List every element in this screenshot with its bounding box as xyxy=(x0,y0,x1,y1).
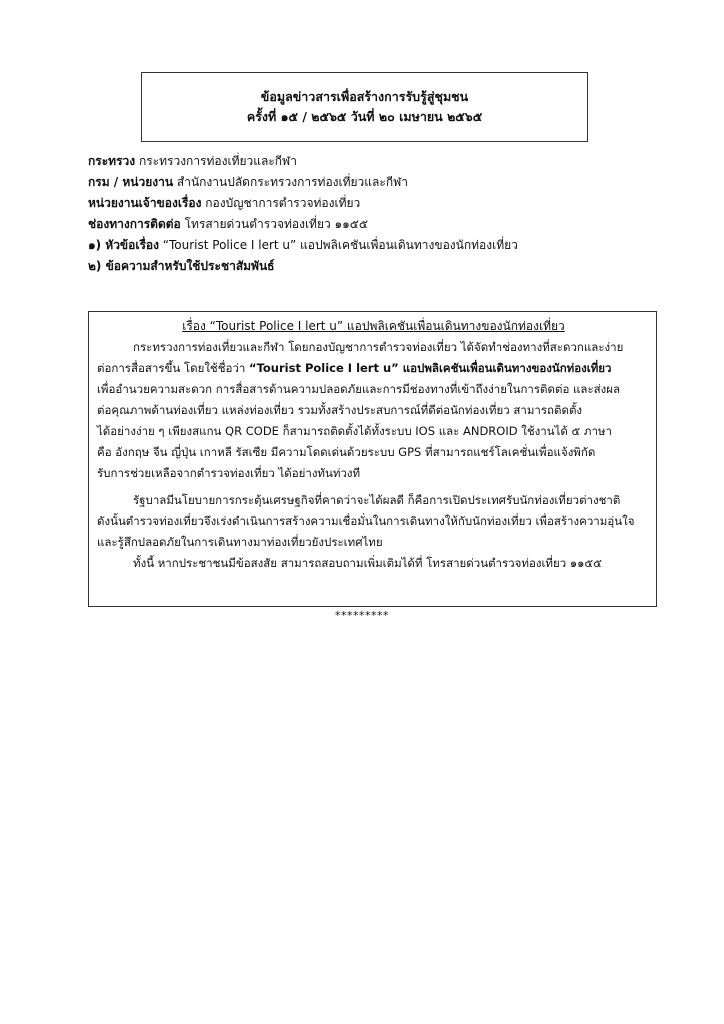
paragraph-text: ต่อการสื่อสารขึ้น โดยใช้ชื่อว่า xyxy=(97,361,246,375)
pr-heading-row xyxy=(88,256,648,277)
message-paragraph-2 xyxy=(97,490,650,553)
owner-value: กองบัญชาการตำรวจท่องเที่ยว xyxy=(205,196,361,210)
contact-row xyxy=(88,214,648,235)
end-marker: ********* xyxy=(335,609,389,622)
paragraph-line: ดังนั้นตำรวจท่องเที่ยวจึงเร่งดำเนินการสร้างความเชื่อมั่นในการเดินทางให้กับนักท่องเที่ยว เพื่อสร้างความอุ่นใจ xyxy=(97,514,635,528)
agency-label: กรม / หน่วยงาน xyxy=(88,175,174,189)
contact-value: โทรสายด่วนตำรวจท่องเที่ยว ๑๑๕๕ xyxy=(184,217,368,231)
meta-section xyxy=(88,151,648,277)
agency-row xyxy=(88,172,648,193)
paragraph-line: กระทรวงการท่องเที่ยวและกีฬา โดยกองบัญชาการตำรวจท่องเที่ยว ได้จัดทำช่องทางที่สะดวกและง่าย xyxy=(133,340,624,354)
paragraph-line xyxy=(97,358,650,379)
paragraph-line: รัฐบาลมีนโยบายการกระตุ้นเศรษฐกิจที่คาดว่าจะได้ผลดี ก็คือการเปิดประเทศรับนักท่องเที่ยวต่างชาติ xyxy=(133,493,621,507)
header-issue-date: ครั้งที่ ๑๕ / ๒๕๖๕ วันที่ ๒๐ เมษายน ๒๕๖๕ xyxy=(246,109,483,124)
paragraph-line: รับการช่วยเหลือจากตำรวจท่องเที่ยว ได้อย่างทันท่วงที xyxy=(97,466,361,480)
paragraph-line: ต่อคุณภาพด้านท่องเที่ยว แหล่งท่องเที่ยว รวมทั้งสร้างประสบการณ์ที่ดีต่อนักท่องเที่ยว สามารถติดตั้ง xyxy=(97,403,583,417)
contact-label: ช่องทางการติดต่อ xyxy=(88,217,181,231)
message-paragraph-1 xyxy=(97,337,650,484)
owner-label: หน่วยงานเจ้าของเรื่อง xyxy=(88,196,202,210)
agency-value: สำนักงานปลัดกระทรวงการท่องเที่ยวและกีฬา xyxy=(176,175,409,189)
paragraph-line: ได้อย่างง่าย ๆ เพียงสแกน QR CODE ก็สามารถติดตั้งได้ทั้งระบบ IOS และ ANDROID ใช้งานได้ ๕ ภาษา xyxy=(97,424,612,438)
ministry-value: กระทรวงการท่องเที่ยวและกีฬา xyxy=(138,154,297,168)
topic-value: “Tourist Police I lert u” แอปพลิเคชันเพื่อนเดินทางของนักท่องเที่ยว xyxy=(162,238,518,252)
owner-row xyxy=(88,193,648,214)
message-title: เรื่อง “Tourist Police I lert u” แอปพลิเคชันเพื่อนเดินทางของนักท่องเที่ยว xyxy=(182,319,565,333)
ministry-row xyxy=(88,151,648,172)
topic-label: ๑) หัวข้อเรื่อง xyxy=(88,238,159,252)
paragraph-line: เพื่ออำนวยความสะดวก การสื่อสารด้านความปลอดภัยและการมีช่องทางที่เข้าถึงง่ายในการติดต่อ และส่งผล xyxy=(97,382,621,396)
paragraph-line: คือ อังกฤษ จีน ญี่ปุ่น เกาหลี รัสเซีย มีความโดดเด่นด้วยระบบ GPS ที่สามารถแชร์โลเคชั่นเพื่อแจ้งพิกัด xyxy=(97,445,596,459)
paragraph-line: ทั้งนี้ หากประชาชนมีข้อสงสัย สามารถสอบถามเพิ่มเติมได้ที่ โทรสายด่วนตำรวจท่องเที่ยว ๑๑๕๕ xyxy=(133,556,602,570)
paragraph-line: และรู้สึกปลอดภัยในการเดินทางมาท่องเที่ยวยังประเทศไทย xyxy=(97,535,383,549)
app-name-highlight: “Tourist Police I lert u” แอปพลิเคชันเพื่อนเดินทางของนักท่องเที่ยว xyxy=(249,361,612,375)
title-box xyxy=(141,72,588,142)
topic-row xyxy=(88,235,648,256)
pr-label: ๒) ข้อความสำหรับใช้ประชาสัมพันธ์ xyxy=(88,259,275,273)
pr-message-box xyxy=(88,311,657,607)
header-title: ข้อมูลข่าวสารเพื่อสร้างการรับรู้สู่ชุมชน xyxy=(260,89,469,104)
ministry-label: กระทรวง xyxy=(88,154,136,168)
message-paragraph-3 xyxy=(97,553,650,574)
